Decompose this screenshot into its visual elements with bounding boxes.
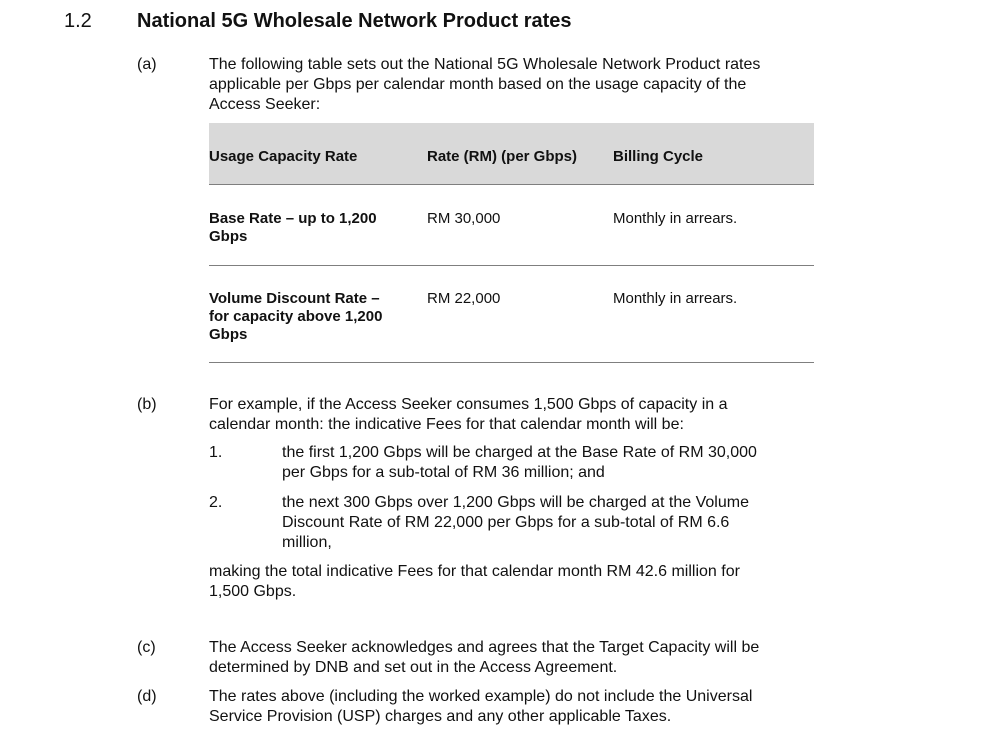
header-usage-capacity-rate: Usage Capacity Rate: [209, 148, 358, 165]
list-item: [282, 443, 822, 483]
clause-b-label: (b): [137, 396, 157, 413]
row-base-rate-capacity: [209, 210, 409, 246]
clause-c-label: (c): [137, 639, 156, 656]
row-base-rate-billing: Monthly in arrears.: [613, 210, 738, 227]
clause-b-line: calendar month: the indicative Fees for that calendar month will be:: [209, 416, 684, 433]
clause-b-intro: [209, 395, 819, 435]
header-rate: Rate (RM) (per Gbps): [427, 148, 577, 165]
table-row-divider: [209, 265, 814, 266]
clause-d-line: Service Provision (USP) charges and any other applicable Taxes.: [209, 708, 672, 725]
capacity-line: Gbps: [209, 326, 248, 343]
capacity-line: for capacity above 1,200: [209, 308, 383, 325]
list-item-number: 2.: [209, 494, 223, 511]
clause-d-label: (d): [137, 688, 157, 705]
section-number: 1.2: [64, 10, 92, 32]
clause-d-line: The rates above (including the worked example) do not include the Universal: [209, 688, 753, 705]
capacity-line: Volume Discount Rate –: [209, 290, 380, 307]
list-item-line: million,: [282, 534, 332, 551]
clause-d-text: [209, 687, 819, 727]
list-item: [282, 493, 822, 553]
row-base-rate-rate: RM 30,000: [427, 210, 501, 227]
row-volume-discount-billing: Monthly in arrears.: [613, 290, 738, 307]
clause-c-text: [209, 638, 819, 678]
clause-a-line: The following table sets out the National 5G Wholesale Network Product rates: [209, 56, 761, 73]
row-volume-discount-rate: RM 22,000: [427, 290, 501, 307]
capacity-line: Gbps: [209, 228, 248, 245]
list-item-number: 1.: [209, 444, 223, 461]
clause-a-line: applicable per Gbps per calendar month based on the usage capacity of the: [209, 76, 747, 93]
clause-b-line: making the total indicative Fees for that calendar month RM 42.6 million for: [209, 563, 740, 580]
section-title: National 5G Wholesale Network Product rates: [137, 10, 572, 32]
list-item-line: per Gbps for a sub-total of RM 36 million; and: [282, 464, 605, 481]
clause-c-line: The Access Seeker acknowledges and agrees that the Target Capacity will be: [209, 639, 760, 656]
clause-a-label: (a): [137, 56, 157, 73]
table-bottom-rule: [209, 362, 814, 363]
row-volume-discount-capacity: [209, 290, 409, 344]
clause-b-line: 1,500 Gbps.: [209, 583, 297, 600]
clause-c-line: determined by DNB and set out in the Access Agreement.: [209, 659, 618, 676]
clause-b-conclusion: [209, 562, 819, 602]
clause-b-line: For example, if the Access Seeker consumes 1,500 Gbps of capacity in a: [209, 396, 728, 413]
header-billing-cycle: Billing Cycle: [613, 148, 704, 165]
capacity-line: Base Rate – up to 1,200: [209, 210, 377, 227]
list-item-line: the next 300 Gbps over 1,200 Gbps will be charged at the Volume: [282, 494, 749, 511]
list-item-line: the first 1,200 Gbps will be charged at the Base Rate of RM 30,000: [282, 444, 757, 461]
list-item-line: Discount Rate of RM 22,000 per Gbps for a sub-total of RM 6.6: [282, 514, 730, 531]
clause-a-text: [209, 55, 819, 115]
clause-a-line: Access Seeker:: [209, 96, 321, 113]
